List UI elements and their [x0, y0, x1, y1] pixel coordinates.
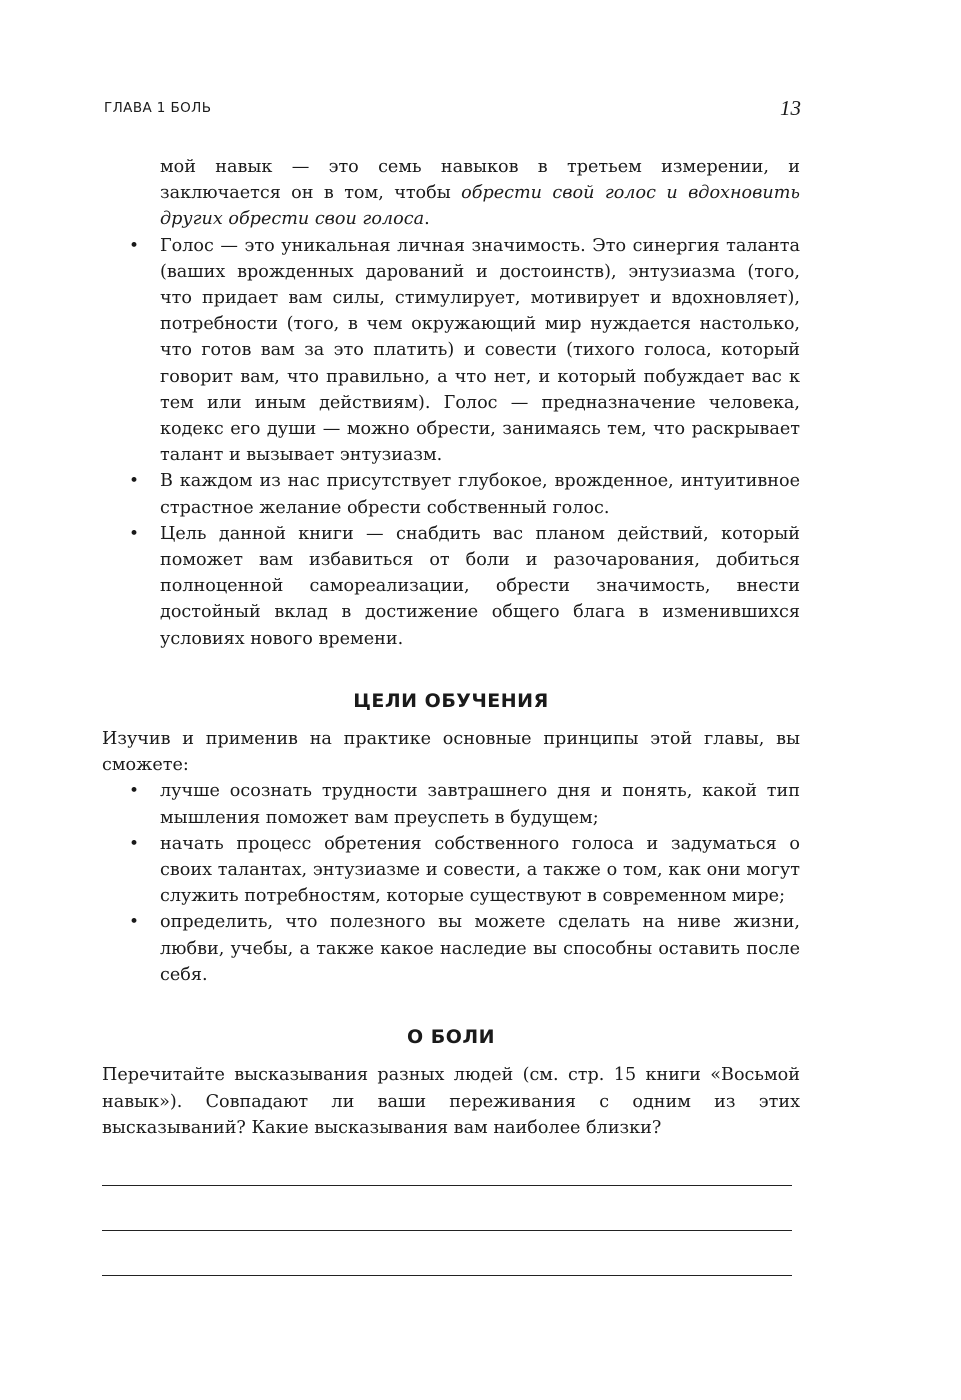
page-content	[102, 154, 800, 1276]
bullet-icon: •	[129, 833, 140, 854]
section-title-pain: О БОЛИ	[406, 1026, 496, 1049]
pain-paragraph: Перечитайте высказывания разных людей (см. стр. 15 книги «Восьмой навык»). Совпадают ли ваши переживания с одним из этих высказываний? Какие высказывания вам наиболее близки?	[102, 1065, 800, 1138]
list-item-text: лучше осознать трудности завтрашнего дня и понять, какой тип мышления поможет вам преуспеть в будущем;	[160, 781, 800, 828]
intro-period: .	[424, 209, 430, 230]
bullet-icon: •	[129, 781, 140, 802]
list-item	[129, 233, 800, 469]
intro-emphasis: обрести свой голос и вдохновить других обрести свои голоса	[160, 183, 800, 230]
goals-intro: Изучив и применив на практике основные принципы этой главы, вы сможете:	[102, 729, 800, 776]
page-number: 13	[780, 96, 801, 120]
list-item-text: Голос — это уникальная личная значимость. Это синергия таланта (ваших врожденных дарований и достоинств), энтузиазма (того, что придает вам силы, стимулирует, мотивирует и вдохновляет), потребности (того, в чем окружающий мир нуждается настолько, что готов вам за это платить) и совести (тихого голоса, который говорит вам, что правильно, а что нет, и который побуждает вас к тем или иным действиям). Голос — предназначение человека, кодекс его души — можно обрести, занимаясь тем, что раскрывает талант и вызывает энтузиазм.	[160, 235, 800, 466]
intro-continuation	[102, 154, 800, 233]
list-item	[129, 468, 800, 520]
answer-line[interactable]	[102, 1185, 792, 1186]
summary-list	[102, 233, 800, 652]
list-item-text: В каждом из нас присутствует глубокое, врожденное, интуитивное страстное желание обрести собственный голос.	[160, 471, 800, 518]
list-item-text: Цель данной книги — снабдить вас планом действий, который поможет вам избавиться от боли и разочарования, добиться полноценной самореализации, обрести значимость, внести достойный вклад в достижение общего блага в изменившихся условиях нового времени.	[160, 523, 800, 649]
list-item-text: определить, что полезного вы можете сделать на ниве жизни, любви, учебы, а также какое наследие вы способны оставить после себя.	[160, 912, 800, 985]
bullet-icon: •	[129, 912, 140, 933]
running-head: ГЛАВА 1 БОЛЬ	[104, 100, 212, 116]
bullet-icon: •	[129, 523, 140, 544]
answer-line[interactable]	[102, 1230, 792, 1231]
list-item	[129, 909, 800, 988]
goals-list	[102, 778, 800, 988]
answer-line[interactable]	[102, 1275, 792, 1276]
list-item	[129, 778, 800, 830]
intro-text: мой навык — это семь навыков в третьем измерении, и заключается он в том, чтобы	[160, 157, 800, 204]
list-item	[129, 831, 800, 910]
bullet-icon: •	[129, 235, 140, 256]
list-item-text: начать процесс обретения собственного голоса и задуматься о своих талантах, энтузиазме и совести, а также о том, как они могут служить потребностям, которые существуют в современном мире;	[160, 833, 800, 907]
list-item	[129, 521, 800, 652]
section-title-goals: ЦЕЛИ ОБУЧЕНИЯ	[353, 689, 549, 712]
bullet-icon: •	[129, 471, 140, 492]
